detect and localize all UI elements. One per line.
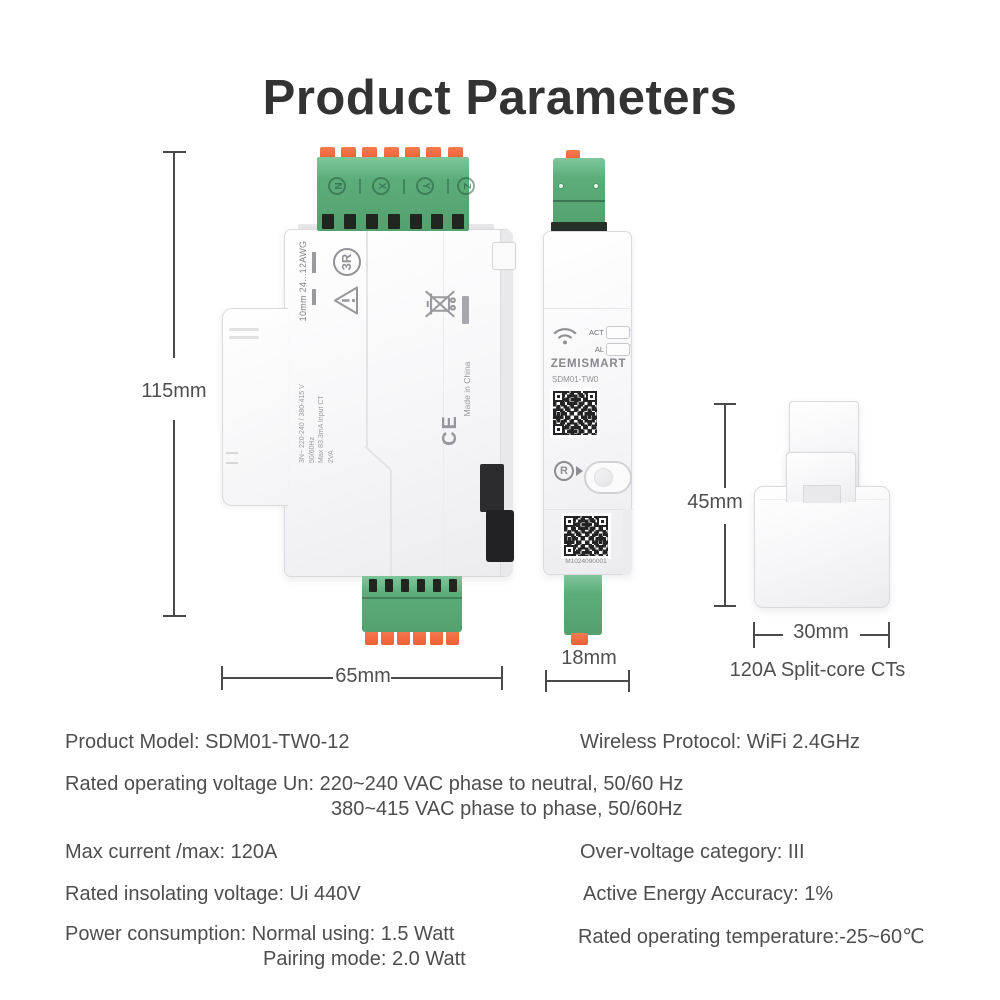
3r-mark xyxy=(333,248,361,276)
terminal-tab xyxy=(413,630,426,645)
spec-rated-voltage-line1: Rated operating voltage Un: 220~240 VAC phase to neutral, 50/60 Hz xyxy=(65,773,684,795)
terminal-tab xyxy=(571,633,588,645)
terminal-label: N xyxy=(332,182,343,190)
terminal-tab xyxy=(397,630,410,645)
screw-slot xyxy=(431,214,443,229)
spec-wireless-protocol: Wireless Protocol: WiFi 2.4GHz xyxy=(580,731,861,753)
label-bar xyxy=(462,296,469,324)
reset-button-dome xyxy=(594,468,613,487)
screw-slot xyxy=(369,579,377,592)
ct-body xyxy=(754,486,890,608)
flange-ridge xyxy=(229,336,259,339)
panel-crease xyxy=(390,470,392,576)
dim-18mm-label: 18mm xyxy=(561,647,617,669)
dim-cap xyxy=(714,605,736,607)
screw-slot xyxy=(388,214,400,229)
dim-line xyxy=(546,680,630,682)
screw-slot xyxy=(401,579,409,592)
strip-gauge-mark xyxy=(312,252,316,273)
spec-rated-voltage-line2: 380~415 VAC phase to phase, 50/60Hz xyxy=(331,798,683,820)
terminal-tab xyxy=(381,630,394,645)
panel-crease xyxy=(443,232,444,575)
spec-power-line1: Power consumption: Normal using: 1.5 Watt xyxy=(65,923,455,945)
serial-number: M1024090001 xyxy=(565,558,607,565)
reset-button xyxy=(584,461,632,494)
rating-line: 3N~ 220-240 / 380-415 V xyxy=(299,384,306,463)
terminal-tab xyxy=(430,630,443,645)
led-label-al: AL xyxy=(594,345,604,354)
terminal-divider xyxy=(362,597,462,599)
ct-caption: 120A Split-core CTs xyxy=(729,659,906,681)
spec-operating-temperature: Rated operating temperature:-25~60℃ xyxy=(578,926,925,948)
led-window-al xyxy=(606,343,630,356)
screw-slot xyxy=(417,579,425,592)
reset-label: R xyxy=(560,465,568,477)
side-top-connector xyxy=(553,158,605,226)
panel-seam xyxy=(544,308,633,309)
ct-latch-window-upper xyxy=(803,485,841,503)
rating-line: 2VA xyxy=(327,450,335,463)
rail-hook xyxy=(492,242,516,270)
bottom-terminal-block xyxy=(362,576,462,632)
dim-line xyxy=(860,634,888,636)
rating-text-block xyxy=(298,385,336,463)
brand-logo: ZEMISMART xyxy=(550,358,627,370)
din-clip-foot xyxy=(486,510,514,562)
dim-line xyxy=(173,151,175,358)
top-terminal-block xyxy=(317,157,472,231)
flange-tick xyxy=(226,452,238,454)
connector-hole xyxy=(594,184,598,188)
origin-marking: Made in China xyxy=(462,361,472,417)
screw-slot xyxy=(433,579,441,592)
dim-line xyxy=(724,403,726,488)
dim-line xyxy=(755,634,783,636)
terminal-label: X xyxy=(376,182,387,190)
screw-slot xyxy=(449,579,457,592)
spec-energy-accuracy: Active Energy Accuracy: 1% xyxy=(583,883,834,905)
dim-cap xyxy=(888,622,890,648)
flange-ridge xyxy=(229,328,259,331)
terminal-separator xyxy=(447,179,449,194)
dim-line xyxy=(391,677,501,679)
lower-step xyxy=(623,509,632,575)
dim-cap xyxy=(163,615,186,617)
screw-slot xyxy=(385,579,393,592)
screw-slot xyxy=(344,214,356,229)
flange-tick xyxy=(226,462,238,464)
rating-line: Max 83.3mA Input CT xyxy=(318,395,325,463)
terminal-separator xyxy=(359,179,361,194)
terminal-label: Z xyxy=(461,182,472,190)
meter-left-flange xyxy=(222,308,288,506)
rating-line: 50/60Hz xyxy=(308,436,316,463)
terminal-tab xyxy=(365,630,378,645)
spec-insolating-voltage: Rated insolating voltage: Ui 440V xyxy=(65,883,361,905)
3r-mark-label: 3R xyxy=(339,253,354,271)
arrow-right-icon xyxy=(576,466,583,476)
screw-slot xyxy=(452,214,464,229)
wire-gauge-marking: 10mm 24...12AWG xyxy=(298,240,308,322)
weee-bin-icon xyxy=(421,286,459,322)
panel-crease xyxy=(366,231,368,447)
connector-hole xyxy=(559,184,563,188)
dim-65mm-label: 65mm xyxy=(335,665,391,687)
screw-slot xyxy=(322,214,334,229)
page-title: Product Parameters xyxy=(262,71,738,125)
dim-30mm-label: 30mm xyxy=(793,621,849,643)
screw-slot xyxy=(410,214,422,229)
spec-overvoltage-category: Over-voltage category: III xyxy=(580,841,805,863)
dim-cap xyxy=(501,666,503,690)
dim-45mm-label: 45mm xyxy=(687,491,743,513)
dim-line xyxy=(173,420,175,616)
reset-mark xyxy=(554,461,574,481)
spec-power-line2: Pairing mode: 2.0 Watt xyxy=(263,948,466,970)
spec-product-model: Product Model: SDM01-TW0-12 xyxy=(65,731,350,753)
dim-line xyxy=(223,677,333,679)
spec-max-current: Max current /max: 120A xyxy=(65,841,278,863)
led-window-act xyxy=(606,326,630,339)
ce-mark: CE xyxy=(439,414,461,446)
dim-115mm-label: 115mm xyxy=(141,380,207,402)
screw-slot xyxy=(366,214,378,229)
model-label: SDM01-TW0 xyxy=(552,375,599,384)
connector-seam xyxy=(553,200,605,202)
dim-line xyxy=(724,524,726,606)
qr-code xyxy=(553,391,597,435)
wifi-icon xyxy=(552,326,578,348)
led-label-act: ACT xyxy=(589,328,604,337)
terminal-tab xyxy=(446,630,459,645)
ct-latch-upper xyxy=(786,452,856,502)
din-clip xyxy=(480,464,504,512)
terminal-separator xyxy=(403,179,405,194)
side-bottom-connector xyxy=(564,575,602,635)
warning-triangle-icon xyxy=(333,286,360,316)
terminal-label: Y xyxy=(420,182,431,190)
strip-gauge-mark xyxy=(312,289,316,305)
panel-seam xyxy=(544,509,633,510)
side-body xyxy=(543,231,632,575)
qr-code xyxy=(564,516,608,556)
dim-cap xyxy=(628,670,630,692)
